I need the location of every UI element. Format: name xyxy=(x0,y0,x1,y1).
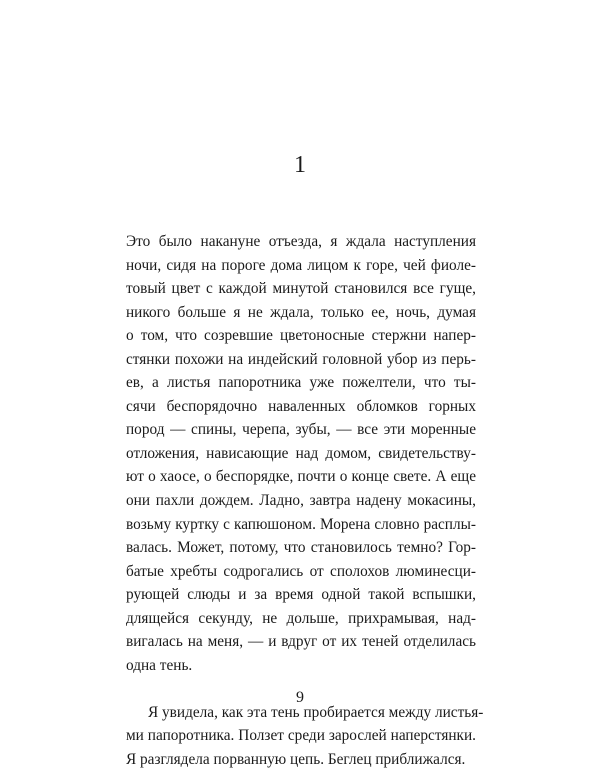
text-line: товый цвет с каждой минутой становился все гуще, xyxy=(126,280,476,298)
text-line: ев, а листья папоротника уже пожелтели, что ты- xyxy=(126,374,476,392)
text-line: отложения, нависающие над домом, свидетельству- xyxy=(126,444,476,462)
text-line: они пахли дождем. Ладно, завтра надену мокасины, xyxy=(126,492,476,510)
text-line: Это было накануне отъезда, я ждала наступления xyxy=(126,233,476,250)
text-line: рующей слюды и за время одной такой вспышки, xyxy=(126,586,476,604)
text-line: о том, что созревшие цветоносные стержни напер- xyxy=(126,327,476,345)
paragraph xyxy=(126,701,484,772)
text-line: ют о хаосе, о беспорядке, почти о конце свете. А еще xyxy=(126,468,476,486)
text-line: Я разглядела порванную цепь. Беглец приближался. xyxy=(126,751,466,769)
text-line: ми папоротника. Ползет среди зарослей наперстянки. xyxy=(126,727,476,745)
page-number: 9 xyxy=(296,689,304,706)
text-line: вигалась на меня, — и вдруг от их теней отделилась xyxy=(126,633,476,651)
text-line: сячи беспорядочно наваленных обломков горных xyxy=(126,397,476,415)
text-line: валась. Может, потому, что становилось темно? Гор- xyxy=(126,539,476,557)
chapter-number: 1 xyxy=(294,152,306,178)
text-line: ночи, сидя на пороге дома лицом к горе, чей фиоле- xyxy=(126,256,476,274)
text-line: одна тень. xyxy=(126,656,193,674)
text-line: длящейся секунду, не дольше, прихрамывая, над- xyxy=(126,609,476,627)
text-line: возьму куртку с капюшоном. Морена словно расплы- xyxy=(126,515,476,533)
text-line: стянки похожи на индейский головной убор из перь- xyxy=(126,350,476,368)
text-line: пород — спины, черепа, зубы, — все эти моренные xyxy=(126,421,476,439)
text-line: батые хребты содрогались от сполохов люминесци- xyxy=(126,562,476,580)
text-line: Я увидела, как эта тень пробирается между листья- xyxy=(148,703,484,721)
paragraph xyxy=(126,230,476,677)
text-line: никого больше я не ждала, только ее, ночь, думая xyxy=(126,303,476,321)
